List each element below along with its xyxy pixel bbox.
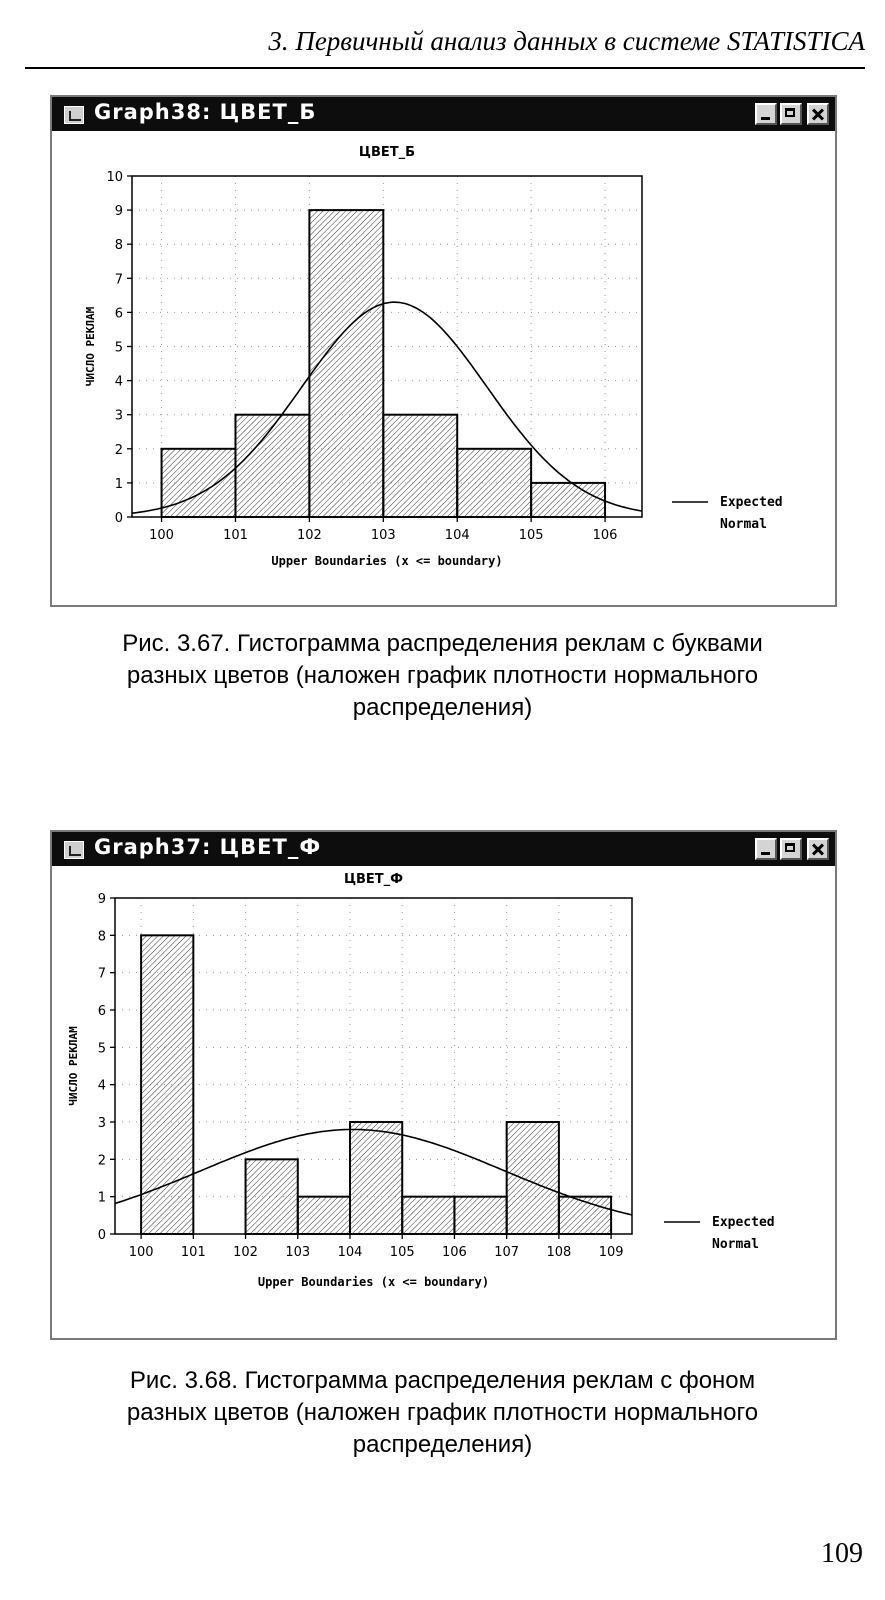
figure-caption: Рис. 3.67. Гистограмма распределения реклам с буквами разных цветов (наложен график плотности нормального распределения) <box>122 630 763 721</box>
histogram-bar <box>162 449 236 517</box>
y-tick-label: 9 <box>114 204 123 220</box>
y-tick-label: 2 <box>114 442 123 458</box>
y-tick-label: 4 <box>114 374 123 390</box>
y-tick-label: 1 <box>97 1190 106 1206</box>
figure-caption: Рис. 3.68. Гистограмма распределения реклам с фоном разных цветов (наложен график плотности нормального распределения) <box>126 1367 759 1458</box>
minimize-button[interactable] <box>755 838 777 860</box>
y-tick-label: 6 <box>97 1004 106 1019</box>
y-tick-label: 5 <box>114 340 123 356</box>
y-axis-label: ЧИСЛО РЕКЛАМ <box>67 1026 80 1106</box>
x-tick-label: 103 <box>370 528 396 543</box>
y-tick-label: 3 <box>114 408 123 424</box>
histogram-bar <box>457 449 531 517</box>
histogram-bar <box>454 1197 506 1234</box>
histogram-chart <box>52 866 835 1338</box>
x-tick-label: 104 <box>444 528 470 543</box>
x-axis-label: Upper Boundaries (x <= boundary) <box>271 554 503 568</box>
maximize-button[interactable] <box>780 838 802 860</box>
x-tick-label: 105 <box>518 528 544 543</box>
chart-title: ЦВЕТ_Ф <box>343 872 404 887</box>
x-tick-label: 102 <box>233 1245 258 1260</box>
header-rule <box>25 67 865 69</box>
legend-label: Normal <box>712 1237 759 1252</box>
x-tick-label: 106 <box>592 528 618 543</box>
x-tick-label: 101 <box>180 1245 206 1260</box>
legend-label: Expected <box>720 495 783 510</box>
x-tick-label: 107 <box>494 1245 520 1260</box>
y-tick-label: 2 <box>97 1153 106 1169</box>
x-axis-label: Upper Boundaries (x <= boundary) <box>257 1275 490 1289</box>
page-header: 3. Первичный анализ данных в системе STATISTICA <box>268 26 865 56</box>
chart-title: ЦВЕТ_Б <box>358 145 416 160</box>
window-titlebar[interactable] <box>52 832 835 866</box>
x-tick-label: 100 <box>149 528 174 543</box>
minimize-button[interactable] <box>755 103 777 125</box>
y-tick-label: 8 <box>114 238 123 254</box>
window-title: Graph38: ЦВЕТ_Б <box>94 100 317 124</box>
y-tick-label: 4 <box>97 1078 106 1094</box>
histogram-bar <box>235 415 309 517</box>
page-number: 109 <box>821 1538 863 1569</box>
histogram-bar <box>141 935 193 1234</box>
histogram-bar <box>309 210 383 517</box>
y-tick-label: 0 <box>114 511 123 526</box>
app-icon <box>64 841 84 859</box>
x-tick-label: 101 <box>223 528 248 543</box>
close-button[interactable] <box>807 103 829 125</box>
histogram-bar <box>507 1122 559 1234</box>
x-tick-label: 106 <box>442 1245 467 1260</box>
y-tick-label: 5 <box>97 1041 106 1057</box>
y-tick-label: 7 <box>114 272 123 288</box>
window-titlebar[interactable] <box>52 97 835 131</box>
y-tick-label: 9 <box>97 892 106 907</box>
y-tick-label: 6 <box>114 306 123 322</box>
histogram-bar <box>246 1159 298 1234</box>
maximize-button[interactable] <box>780 103 802 125</box>
x-tick-label: 100 <box>128 1245 154 1260</box>
x-tick-label: 109 <box>598 1245 624 1260</box>
y-tick-label: 8 <box>97 929 106 945</box>
legend-label: Expected <box>712 1215 775 1230</box>
app-icon <box>64 106 84 124</box>
histogram-bar <box>531 483 605 517</box>
histogram-bar <box>350 1122 402 1234</box>
x-tick-label: 103 <box>285 1245 311 1260</box>
graph-window-2[interactable] <box>50 830 837 1340</box>
y-tick-label: 0 <box>97 1228 106 1243</box>
graph-window-1[interactable] <box>50 95 837 607</box>
x-tick-label: 105 <box>389 1245 415 1260</box>
y-axis-label: ЧИСЛО РЕКЛАМ <box>84 306 97 387</box>
close-button[interactable] <box>807 838 829 860</box>
histogram-chart <box>52 131 835 605</box>
x-tick-label: 108 <box>546 1245 572 1260</box>
histogram-bar <box>383 415 457 517</box>
x-tick-label: 102 <box>296 528 322 543</box>
y-tick-label: 7 <box>97 966 106 982</box>
x-tick-label: 104 <box>337 1245 363 1260</box>
legend-label: Normal <box>720 517 767 532</box>
histogram-bar <box>298 1197 350 1234</box>
y-tick-label: 10 <box>106 170 123 185</box>
window-title: Graph37: ЦВЕТ_Ф <box>94 835 322 859</box>
histogram-bar <box>402 1197 454 1234</box>
y-tick-label: 3 <box>97 1116 106 1131</box>
y-tick-label: 1 <box>114 476 123 492</box>
